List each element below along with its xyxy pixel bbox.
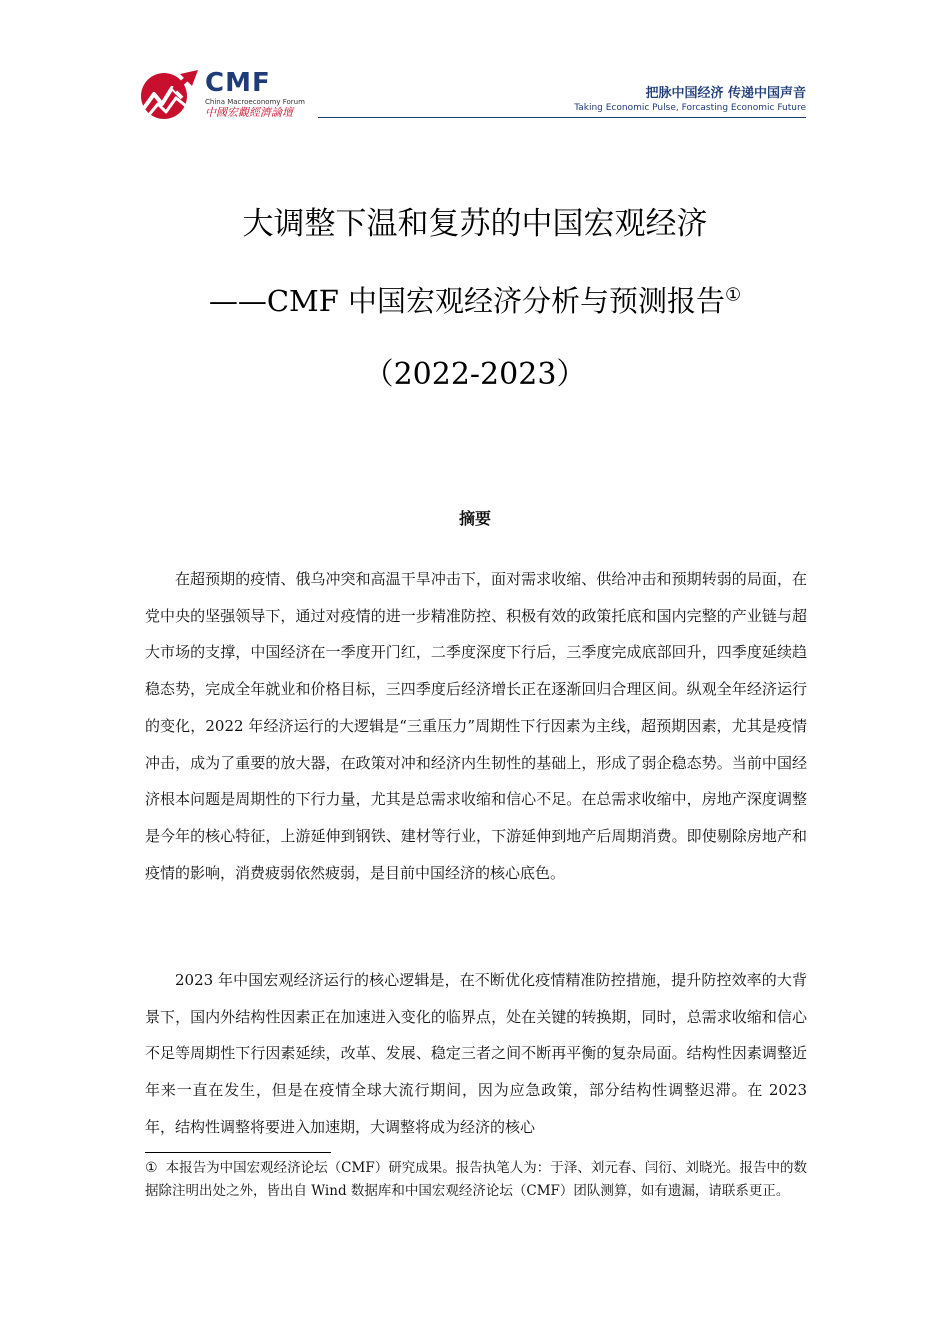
page-header [0, 0, 950, 130]
report-title: 大调整下温和复苏的中国宏观经济 [242, 206, 708, 242]
footnote-mark: ① [145, 1160, 158, 1176]
footnote-ref[interactable]: ① [725, 284, 742, 306]
footnote-divider [145, 1152, 331, 1153]
report-period: （2022-2023） [363, 357, 587, 392]
logo-subtitle-en: China Macroeconomy Forum [205, 98, 305, 106]
footnote [145, 1157, 807, 1203]
logo-title: CMF [205, 68, 271, 98]
header-divider [318, 117, 806, 118]
slogan-en: Taking Economic Pulse, Forcasting Economic Future [574, 103, 806, 113]
cmf-logo-icon [140, 68, 202, 120]
footnote-text: 本报告为中国宏观经济论坛（CMF）研究成果。报告执笔人为：于泽、刘元春、闫衍、刘晓光。报告中的数据除注明出处之外，皆出自 Wind 数据库和中国宏观经济论坛（CMF）团队测算，如有遗漏，请联系更正。 [145, 1160, 807, 1199]
slogan-cn: 把脉中国经济 传递中国声音 [645, 86, 806, 101]
logo-subtitle-cn: 中國宏觀經濟論壇 [205, 106, 293, 119]
abstract-paragraph: 在超预期的疫情、俄乌冲突和高温干旱冲击下，面对需求收缩、供给冲击和预期转弱的局面，在党中央的坚强领导下，通过对疫情的进一步精准防控、积极有效的政策托底和国内完整的产业链与超大市场的支撑，中国经济在一季度开门红，二季度深度下行后，三季度完成底部回升，四季度延续趋稳态势，完成全年就业和价格目标，三四季度后经济增长正在逐渐回归合理区间。纵观全年经济运行的变化，2022 年经济运行的大逻辑是“三重压力”周期性下行因素为主线，超预期因素，尤其是疫情冲击，成为了重要的放大器，在政策对冲和经济内生韧性的基础上，形成了弱企稳态势。当前中国经济根本问题是周期性的下行力量，尤其是总需求收缩和信心不足。在总需求收缩中，房地产深度调整是今年的核心特征，上游延伸到钢铁、建材等行业，下游延伸到地产后周期消费。即使剔除房地产和疫情的影响，消费疲弱依然疲弱，是目前中国经济的核心底色。 [145, 570, 807, 882]
abstract-paragraph: 2023 年中国宏观经济运行的核心逻辑是，在不断优化疫情精准防控措施，提升防控效率的大背景下，国内外结构性因素正在加速进入变化的临界点，处在关键的转换期，同时，总需求收缩和信心不足等周期性下行因素延续，改革、发展、稳定三者之间不断再平衡的复杂局面。结构性因素调整近年来一直在发生，但是在疫情全球大流行期间，因为应急政策，部分结构性调整迟滞。在 2023 年，结构性调整将要进入加速期，大调整将成为经济的核心 [145, 971, 807, 1136]
report-subtitle [0, 279, 950, 323]
report-subtitle-text: ——CMF 中国宏观经济分析与预测报告 [208, 284, 726, 318]
abstract-heading: 摘要 [458, 509, 491, 528]
